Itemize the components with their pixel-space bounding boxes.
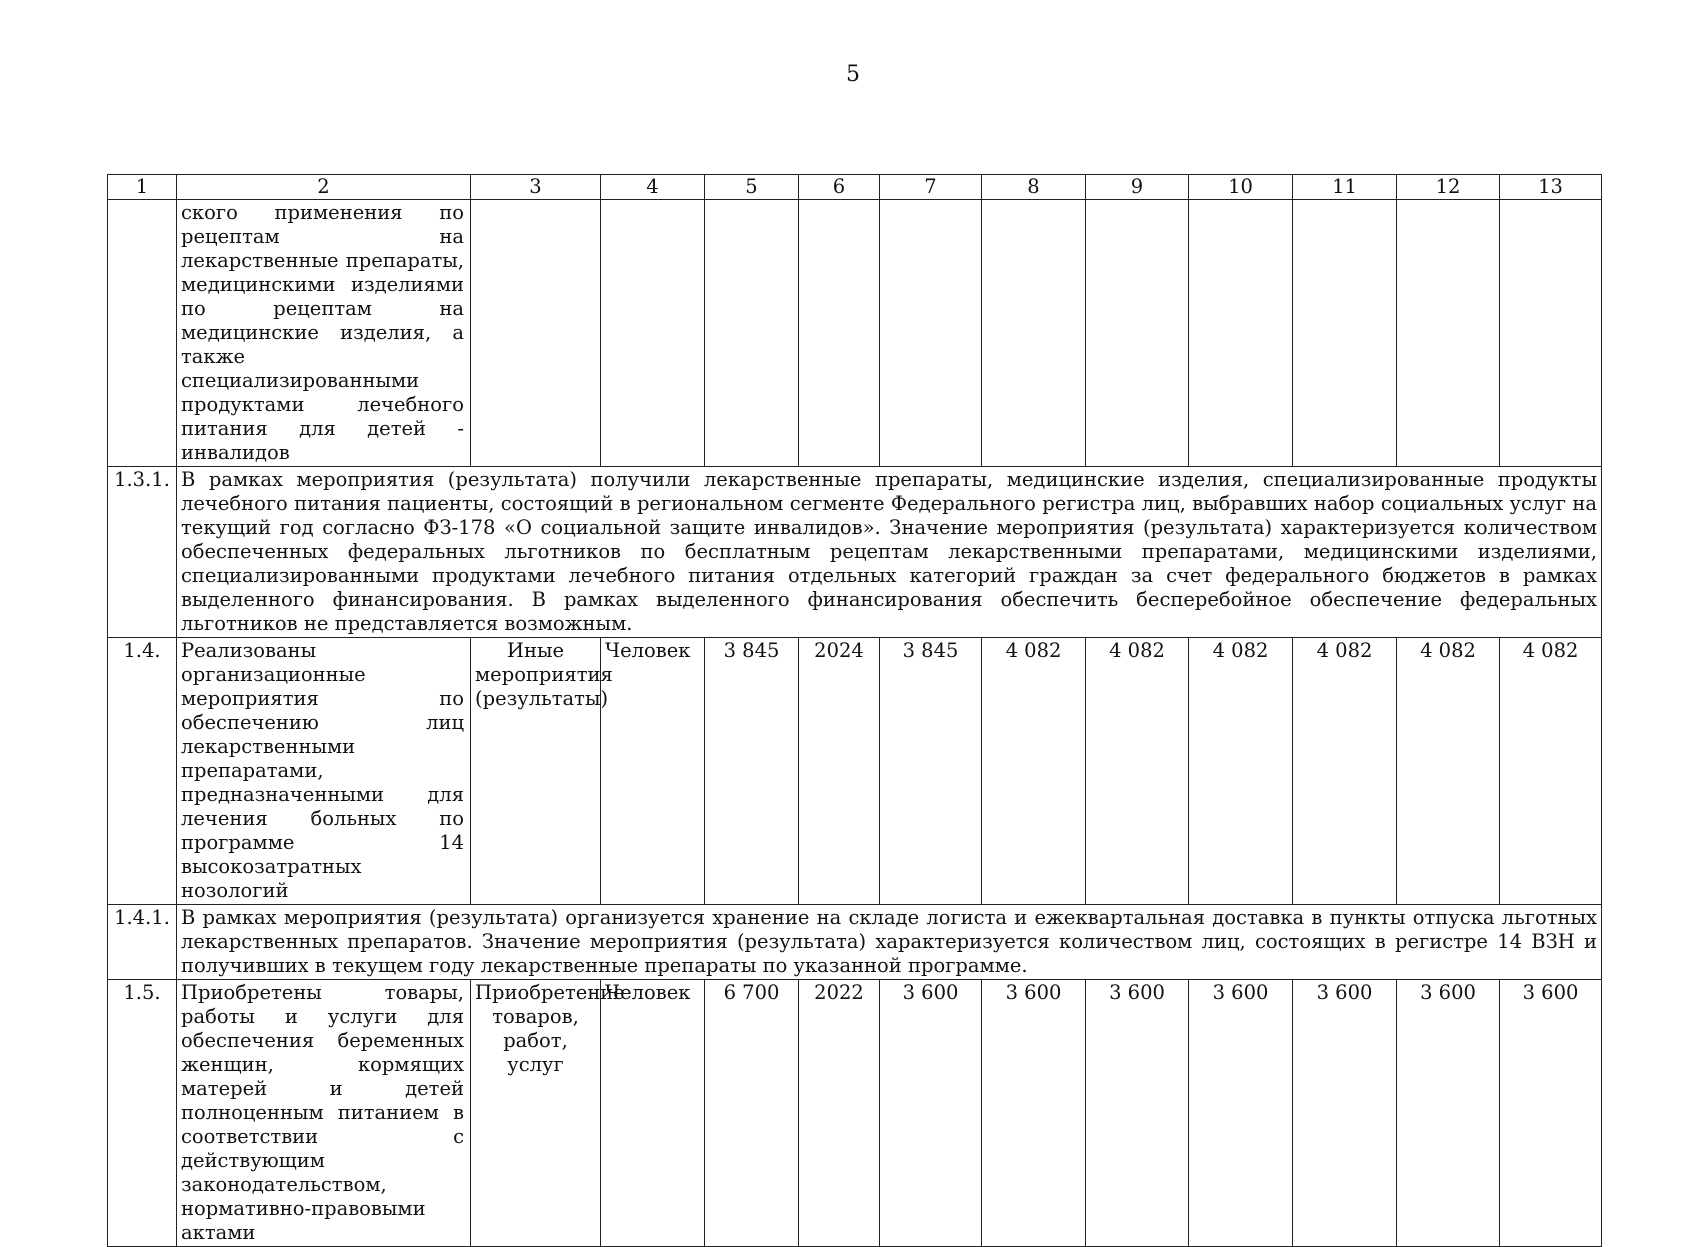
header-cell: 1 (108, 175, 177, 200)
empty-cell (471, 200, 601, 467)
value-cell: 3 600 (1293, 980, 1397, 1247)
continuation-text: ского применения по рецептам на лекарственные препараты, медицинскими изделиями по рецептам на медицинские изделия, а также специализированными продуктами лечебного питания для детей - инвалидов (177, 200, 471, 467)
value-cell: 3 845 (705, 638, 799, 905)
value-cell: 3 600 (1500, 980, 1602, 1247)
empty-cell (982, 200, 1086, 467)
empty-cell (1397, 200, 1500, 467)
indicator-unit: Человек (601, 980, 705, 1247)
value-cell: 6 700 (705, 980, 799, 1247)
empty-cell (799, 200, 880, 467)
value-cell: 2024 (799, 638, 880, 905)
indicator-type: Иные мероприятия (результаты) (471, 638, 601, 905)
row-id: 1.5. (108, 980, 177, 1247)
row-description: В рамках мероприятия (результата) организуется хранение на складе логиста и ежеквартальная доставка в пункты отпуска льготных лекарственных препаратов. Значение мероприятия (результата) характеризуется количеством лиц, состоящих в регистре 14 ВЗН и получивших в текущем году лекарственные препараты по указанной программе. (177, 905, 1602, 980)
value-cell: 4 082 (982, 638, 1086, 905)
indicator-name: Приобретены товары, работы и услуги для обеспечения беременных женщин, кормящих матерей и детей полноценным питанием в соответствии с действующим законодательством, нормативно-правовыми актами (177, 980, 471, 1247)
page-number: 5 (846, 62, 860, 87)
empty-cell (1500, 200, 1602, 467)
value-cell: 3 600 (982, 980, 1086, 1247)
header-cell: 13 (1500, 175, 1602, 200)
row-id: 1.4.1. (108, 905, 177, 980)
indicator-type: Приобретение товаров, работ, услуг (471, 980, 601, 1247)
indicator-row (108, 638, 1602, 905)
value-cell: 2022 (799, 980, 880, 1247)
value-cell: 4 082 (1293, 638, 1397, 905)
header-cell: 9 (1086, 175, 1189, 200)
value-cell: 3 600 (1397, 980, 1500, 1247)
header-cell: 8 (982, 175, 1086, 200)
value-cell: 4 082 (1086, 638, 1189, 905)
header-cell: 7 (880, 175, 982, 200)
indicator-name: Реализованы организационные мероприятия по обеспечению лиц лекарственными препаратами, предназначенными для лечения больных по программе 14 высокозатратных нозологий (177, 638, 471, 905)
value-cell: 3 845 (880, 638, 982, 905)
value-cell: 4 082 (1397, 638, 1500, 905)
empty-cell (108, 200, 177, 467)
header-cell: 10 (1189, 175, 1293, 200)
value-cell: 3 600 (1189, 980, 1293, 1247)
header-row (108, 175, 1602, 200)
indicator-row (108, 980, 1602, 1247)
empty-cell (705, 200, 799, 467)
empty-cell (1293, 200, 1397, 467)
empty-cell (601, 200, 705, 467)
value-cell: 3 600 (880, 980, 982, 1247)
empty-cell (880, 200, 982, 467)
continuation-row (108, 200, 1602, 467)
header-cell: 6 (799, 175, 880, 200)
header-cell: 5 (705, 175, 799, 200)
header-cell: 3 (471, 175, 601, 200)
row-description: В рамках мероприятия (результата) получили лекарственные препараты, медицинские изделия, специализированные продукты лечебного питания пациенты, состоящий в региональном сегменте Федерального регистра лиц, выбравших набор социальных услуг на текущий год согласно ФЗ-178 «О социальной защите инвалидов». Значение мероприятия (результата) характеризуется количеством обеспеченных федеральных льготников по бесплатным рецептам лекарственными препаратами, медицинскими изделиями, специализированными продуктами лечебного питания отдельных категорий граждан за счет федерального бюджетов в рамках выделенного финансирования. В рамках выделенного финансирования обеспечить бесперебойное обеспечение федеральных льготников не представляется возможным. (177, 467, 1602, 638)
header-cell: 12 (1397, 175, 1500, 200)
header-cell: 11 (1293, 175, 1397, 200)
indicator-unit: Человек (601, 638, 705, 905)
value-cell: 4 082 (1500, 638, 1602, 905)
row-id: 1.3.1. (108, 467, 177, 638)
description-row (108, 905, 1602, 980)
value-cell: 3 600 (1086, 980, 1189, 1247)
value-cell: 4 082 (1189, 638, 1293, 905)
indicators-table (107, 174, 1602, 1247)
row-id: 1.4. (108, 638, 177, 905)
header-cell: 2 (177, 175, 471, 200)
empty-cell (1086, 200, 1189, 467)
empty-cell (1189, 200, 1293, 467)
header-cell: 4 (601, 175, 705, 200)
description-row (108, 467, 1602, 638)
